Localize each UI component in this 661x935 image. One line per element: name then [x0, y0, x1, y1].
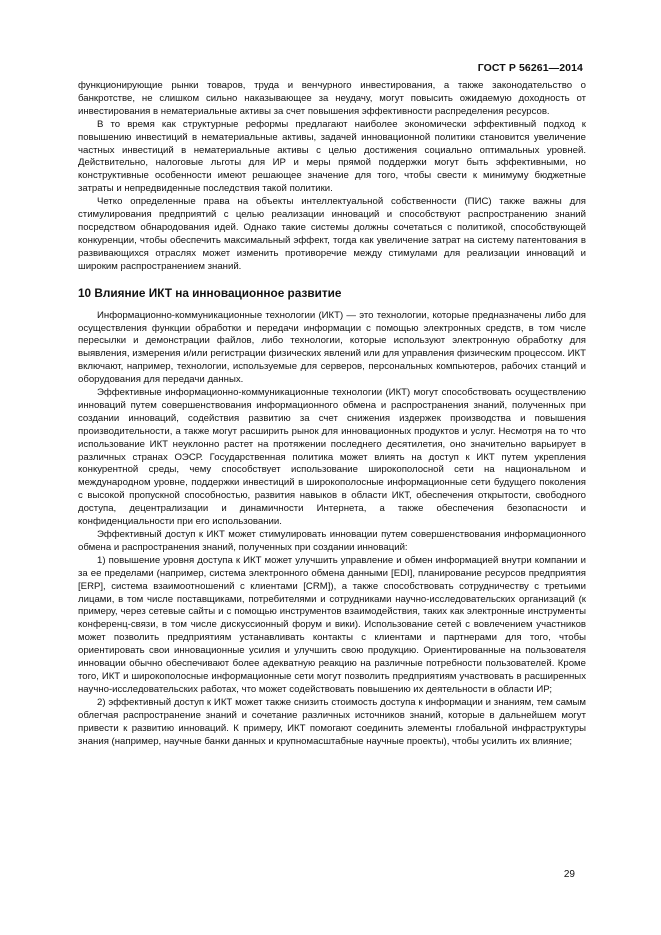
paragraph: В то время как структурные реформы предлагают наиболее экономически эффективный подход к повышению инвестиций в нематериальные активы, задачей инновационной политики становится увеличение частных инвестиций в нематериальные активы с целью достижения социально оптимальных уровней. Действительно, налоговые льготы для ИР и меры прямой поддержки могут быть эффективными, но конструктивные особенности имеют решающее значение для того, чтобы свести к минимуму бюджетные затраты и непредвиденные последствия такой политики.	[78, 118, 586, 195]
page-number: 29	[563, 869, 575, 880]
section-heading: 10 Влияние ИКТ на инновационное развитие	[78, 285, 342, 300]
paragraph: Эффективный доступ к ИКТ может стимулировать инновации путем совершенствования информационного обмена и распространения знаний, полученных при создании инноваций:	[78, 529, 586, 553]
standard-code-header: ГОСТ Р 56261—2014	[477, 62, 583, 74]
list-item: 1) повышение уровня доступа к ИКТ может улучшить управление и обмен информацией внутри компании и за ее пределами (например, система электронного обмена данными [EDI], планирование ресурсов предприятия [ERP], система взаимоотношений с клиентами [CRM]), а также способствовать сотрудничеству с третьими лицами, в том числе поставщиками, потребителями и сотрудниками научно-исследовательских организаций (к примеру, через сетевые сайты и с помощью инструментов взаимодействия, таких как электронные инструменты конференц-связи, в том числе дискуссионный форум и вики). Использование сетей с вовлечением участников может позволить предприятиям устанавливать контакты с клиентами и партнерами для того, чтобы ориентировать свои инновационные усилия и улучшить свою продукцию. Ориентированные на пользователя инновации обычно обеспечивают более адекватную реакцию на различные потребности пользователей. Кроме того, ИКТ и широкополосные информационные сети могут позволить предприятиям участвовать в расширенных научно-исследовательских работах, что может содействовать повышению их деятельности в области ИР;	[78, 554, 586, 695]
document-body	[78, 80, 586, 748]
paragraph: Четко определенные права на объекты интеллектуальной собственности (ПИС) также важны для стимулирования предприятий с целью реализации инноваций и способствуют распространению знаний посредством обнародования идей. Однако такие системы должны сочетаться с политикой, способствующей конкуренции, чтобы обеспечить максимальный эффект, тогда как увеличение затрат на систему патентования в развивающихся отраслях может изменить противоречие между стимулами для реализации инноваций и широким распространением знаний.	[78, 196, 586, 272]
paragraph: функционирующие рынки товаров, труда и венчурного инвестирования, а также законодательство о банкротстве, не слишком сильно наказывающее за неудачу, могут повысить ожидаемую доходность от инвестирования в нематериальные активы за счет повышения эффективности распределения ресурсов.	[78, 80, 586, 117]
paragraph: Эффективные информационно-коммуникационные технологии (ИКТ) могут способствовать осуществлению инноваций путем совершенствования информационного обмена и распространения знаний, полученных при создании инноваций, содействия развитию за счет снижения издержек производства и повышения производительности, а также могут расширить рынок для инновационных продуктов и услуг. Несмотря на то что использование ИКТ неуклонно растет на протяжении последнего десятилетия, оно значительно варьирует в различных странах ОЭСР. Государственная политика может влиять на доступ к ИКТ путем укрепления конкурентной среды, чему способствует использование широкополосной сети на национальном и международном уровне, поддержки инвестиций в широкополосные информационные сети будущего поколения с высокой пропускной способностью, развития навыков в области ИКТ, обеспечения открытости, свободного доступа, децентрализации и динамичности Интернета, а также обеспечения безопасности и конфиденциальности при его использовании.	[78, 387, 586, 528]
list-item: 2) эффективный доступ к ИКТ может также снизить стоимость доступа к информации и знаниям, тем самым облегчая распространение знаний и сочетание различных источников знаний, которые в дальнейшем могут привести к развитию инноваций. К примеру, ИКТ помогают соединить элементы глобальной инфраструктуры знания (например, научные банки данных и крупномасштабные научные проекты), чтобы усилить их влияние;	[78, 696, 586, 747]
paragraph: Информационно-коммуникационные технологии (ИКТ) — это технологии, которые предназначены либо для осуществления функции обработки и передачи информации с помощью электронных средств, в том числе пересылки и демонстрации файлов, либо технологии, которые используют электронную обработку для выявления, измерения и/или регистрации физических явлений или для управления физическим процессом. ИКТ включают, например, технологии, используемые для серверов, персональных компьютеров, рабочих станций и оборудования для передачи данных.	[78, 309, 586, 386]
